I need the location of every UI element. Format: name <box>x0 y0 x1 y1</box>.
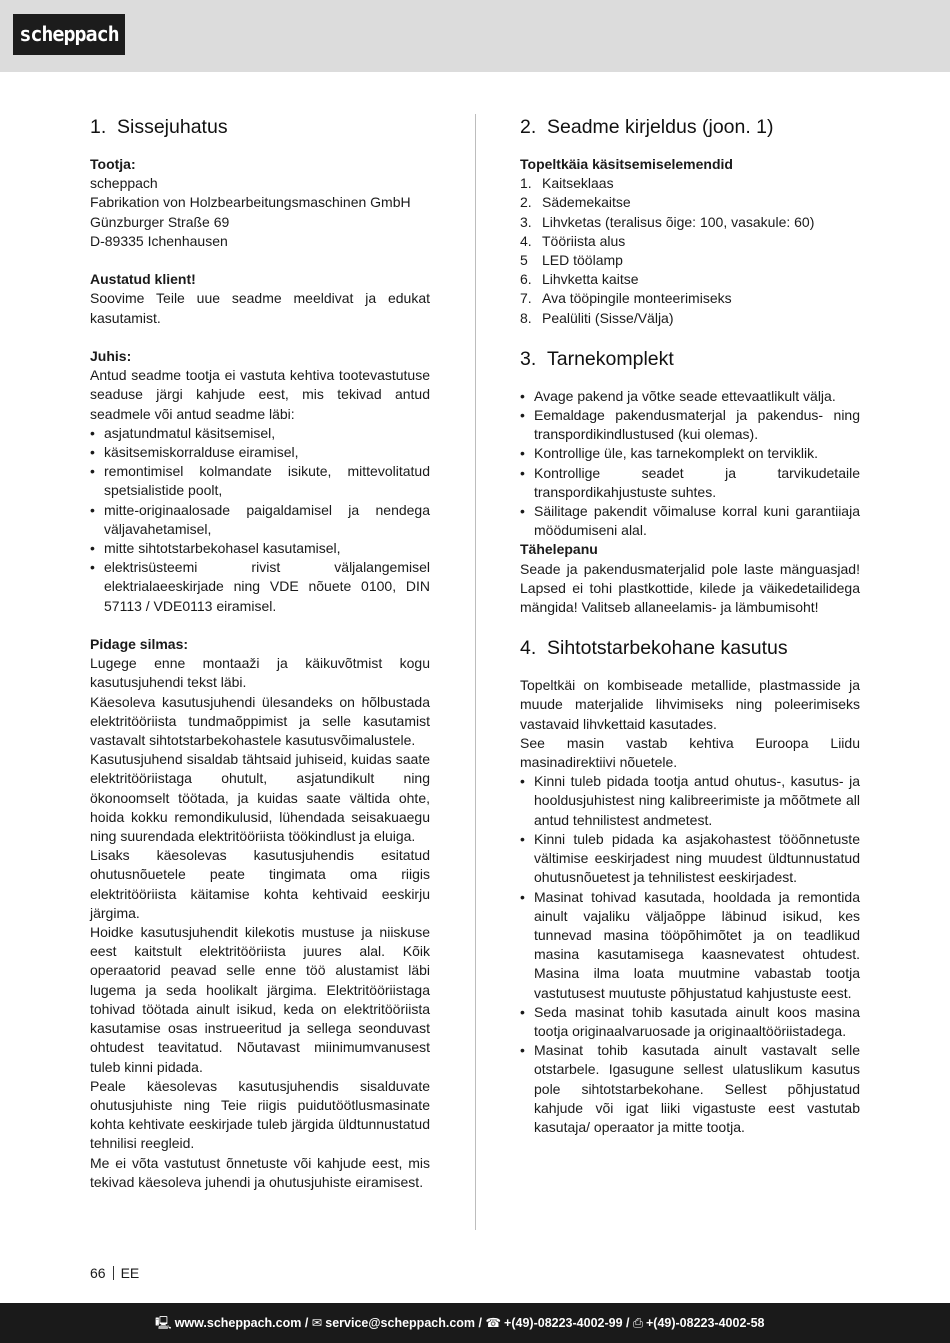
section-4-number: 4. <box>520 637 537 660</box>
section-1-heading <box>90 114 430 140</box>
list-item <box>520 289 860 308</box>
manufacturer-line: D-89335 Ichenhausen <box>90 232 228 249</box>
section-2-title: Seadme kirjeldus (joon. 1) <box>547 116 774 138</box>
list-item <box>520 232 860 251</box>
note-block <box>90 347 430 616</box>
item-text: Kaitseklaas <box>542 175 614 192</box>
list-item: • elektrisüsteemi rivist väljalangemisel elektrialaeeskirjade ning VDE nõuete 0100, DIN 57113 / VDE0113 eiramisel. <box>90 558 430 616</box>
item-text: Tööriista alus <box>542 232 626 249</box>
item-number: 1. <box>520 175 532 192</box>
page-separator <box>113 1266 114 1280</box>
paragraph: See masin vastab kehtiva Euroopa Liidu masinadirektiivi nõuetele. <box>520 734 860 771</box>
list-item <box>520 309 860 328</box>
controls-list <box>520 174 860 328</box>
list-item: • Kontrollige üle, kas tarnekomplekt on terviklik. <box>520 444 860 463</box>
section-2-number: 2. <box>520 116 537 138</box>
item-number: 6. <box>520 271 532 288</box>
section-4-title: Sihtotstarbekohane kasutus <box>547 637 788 660</box>
list-item: • Kinni tuleb pidada ka asjakohastest tööõnnetuste vältimise eeskirjadest ning muudest üldtunnustatud ohutusnõuetest ja tehnilistest eeskirjadest. <box>520 830 860 888</box>
footer-bar <box>0 1303 950 1343</box>
list-item: • mitte sihtotstarbekohasel kasutamisel, <box>90 539 430 558</box>
right-column <box>520 114 860 1137</box>
customer-label: Austatud klient! <box>90 271 196 288</box>
item-text: Sädemekaitse <box>542 194 631 211</box>
attention-block <box>520 540 860 617</box>
phone-icon: ☎ <box>485 1316 502 1330</box>
email-link[interactable]: service@scheppach.com / <box>325 1316 482 1330</box>
intended-use-block <box>520 676 860 1137</box>
contact-line <box>155 1303 764 1343</box>
item-number: 4. <box>520 232 532 249</box>
scheppach-logo: scheppach <box>13 14 125 55</box>
mail-icon: ✉ <box>311 1316 323 1330</box>
section-3-number: 3. <box>520 347 537 370</box>
page-number-block <box>90 1264 139 1282</box>
list-item <box>520 270 860 289</box>
section-1-number: 1. <box>90 116 107 138</box>
list-item: • Seda masinat tohib kasutada ainult koos masina tootja originaalvaruosade ja originaaltööriistadega. <box>520 1003 860 1041</box>
list-item: • käsitsemiskorralduse eiramisel, <box>90 443 430 462</box>
list-item: • Eemaldage pakendusmaterjal ja pakendus- ning transpordikindlustused (kui olemas). <box>520 406 860 444</box>
phone-number: +(49)-08223-4002-99 / <box>504 1316 630 1330</box>
paragraph: Käesoleva kasutusjuhendi ülesandeks on hõlbustada elektritööriista tundmaõppimist ja selle kasutamist vastavalt sihtotstarbekohastele kasutusvõimalustele. <box>90 693 430 749</box>
left-column <box>90 114 430 1192</box>
paragraph: Peale käesolevas kasutusjuhendis sisalduvate ohutusjuhiste ning Teie riigis puidutöötlusmasinate kohta kehtivate eeskirjade tuleb järgida üldtunnustatud tehnilisi reegleid. <box>90 1077 430 1152</box>
paragraph: Hoidke kasutusjuhendit kilekotis mustuse ja niiskuse eest kaitstult elektritööriista juures alal. Kõik operaatorid peavad selle enne töö alustamist läbi lugema ja seda hoolikalt järgima. Elektritööriistaga tohivad töötada ainult isikud, keda on elektritööriista kasutamise osas instrueeritud ja sellega seonduvast ohtudest teavitatud. Nõutavast miinimumvanusest tuleb kinni pidada. <box>90 924 430 1075</box>
item-text: Lihvketas (teralisus õige: 100, vasakule: 60) <box>542 213 815 230</box>
item-number: 3. <box>520 213 532 230</box>
list-item <box>520 193 860 212</box>
page-number: 66 <box>90 1265 106 1281</box>
note-text: Antud seadme tootja ei vastuta kehtiva tootevastutuse seaduse järgi kahjude eest, mis tekivad antud seadmele või antud seadme läbi: <box>90 367 430 422</box>
list-item: • Masinat tohivad kasutada, hooldada ja remontida ainult vajaliku väljaõppe läbinud isikud, kes tunnevad masina tööpõhimõtet ja on teadlikud masina kasutamisega kaasnevatest ohtudest. Masina ilma loata muutmine vabastab tootja vastutusest muutuste põhjustatud kahjustuste eest. <box>520 888 860 1003</box>
list-item: • asjatundmatul käsitsemisel, <box>90 424 430 443</box>
list-item: • Avage pakend ja võtke seade ettevaatlikult välja. <box>520 387 860 406</box>
column-divider <box>475 114 476 1230</box>
manufacturer-line: Fabrikation von Holzbearbeitungsmaschinen GmbH <box>90 194 411 211</box>
section-3-heading <box>520 346 860 372</box>
customer-block <box>90 270 430 328</box>
fax-number: +(49)-08223-4002-58 <box>645 1316 765 1330</box>
manufacturer-line: Günzburger Straße 69 <box>90 213 230 230</box>
manufacturer-label: Tootja: <box>90 156 136 172</box>
item-text: LED töölamp <box>542 252 623 269</box>
section-4-heading <box>520 635 860 661</box>
attention-label: Tähelepanu <box>520 541 598 558</box>
paragraph: Kasutusjuhend sisaldab tähtsaid juhiseid, kuidas saate elektritööriistaga ohutult, asjatundikult ning ökonoomselt töötada, ja kuidas saate vältida ohte, hoida kokku remondikulusid, lühendada seisakuaegu ning suurendada elektritööriista töökindlust ja eluiga. <box>90 751 430 845</box>
list-item: • remontimisel kolmandate isikute, mittevolitatud spetsialistide poolt, <box>90 462 430 500</box>
intended-use-list <box>520 772 860 1137</box>
language-code: EE <box>120 1265 140 1281</box>
fax-icon: ⎙ <box>632 1316 643 1330</box>
manufacturer-line: scheppach <box>90 175 158 192</box>
list-item: • Masinat tohib kasutada ainult vastavalt selle otstarbele. Igasugune sellest ulatuslikum kasutus pole sihtotstarbekohane. Sellest põhjustatud kahjude või igat liiki vigastuste eest vastutab kasutaja/ operaator ja mitte tootja. <box>520 1041 860 1137</box>
section-1-title: Sissejuhatus <box>117 116 228 138</box>
list-item: • Säilitage pakendit võimaluse korral kuni garantiiaja möödumiseni alal. <box>520 502 860 540</box>
list-item: • Kinni tuleb pidada tootja antud ohutus-, kasutus- ja hooldusjuhistest ning kalibreerimiste ja mõõtmete all antud tehnilistest andmetest. <box>520 772 860 830</box>
item-number: 2. <box>520 194 532 211</box>
customer-text: Soovime Teile uue seadme meeldivat ja edukat kasutamist. <box>90 290 430 326</box>
section-3-title: Tarnekomplekt <box>547 347 674 370</box>
item-number: 7. <box>520 290 532 307</box>
controls-block <box>520 155 860 328</box>
paragraph: Topeltkäi on kombiseade metallide, plastmasside ja muude materjalide lihvimiseks ning poleerimiseks vastavaid lihvkettaid kasutades. <box>520 677 860 732</box>
paragraph: Me ei võta vastutust õnnetuste või kahjude eest, mis tekivad käesoleva juhendi ja ohutusjuhiste eiramisest. <box>90 1154 430 1190</box>
section-2-heading <box>520 114 860 140</box>
manufacturer-block <box>90 155 430 251</box>
header-bar <box>0 0 950 72</box>
paragraph: Lugege enne montaaži ja käikuvõtmist kogu kasutusjuhendi tekst läbi. <box>90 655 430 691</box>
controls-label: Topeltkäia käsitsemiselemendid <box>520 156 733 172</box>
item-text: Pealüliti (Sisse/Välja) <box>542 309 674 326</box>
attention-text: Seade ja pakendusmaterjalid pole laste mänguasjad! Lapsed ei tohi plastkottide, kilede ja väikedetailidega mängida! Valitseb allaneelamis- ja lämbumisoht! <box>520 560 860 616</box>
observe-block <box>90 635 430 1192</box>
website-link[interactable]: www.scheppach.com / <box>174 1316 309 1330</box>
computer-icon: 🖳 <box>155 1316 172 1330</box>
note-label: Juhis: <box>90 348 132 364</box>
item-number: 8. <box>520 309 532 326</box>
delivery-list <box>520 387 860 541</box>
list-item <box>520 251 860 270</box>
list-item <box>520 213 860 232</box>
paragraph: Lisaks käesolevas kasutusjuhendis esitatud ohutusnõuetele peate tingimata oma riigis elektritööriista käitamise kohta kehtivaid eeskirju järgima. <box>90 847 430 921</box>
list-item: • mitte-originaalosade paigaldamisel ja nendega väljavahetamisel, <box>90 501 430 539</box>
note-list <box>90 424 430 616</box>
item-number: 5 <box>520 252 528 269</box>
list-item <box>520 174 860 193</box>
item-text: Ava tööpingile monteerimiseks <box>542 290 732 307</box>
list-item: • Kontrollige seadet ja tarvikudetaile transpordikahjustuste suhtes. <box>520 464 860 502</box>
observe-label: Pidage silmas: <box>90 636 189 653</box>
item-text: Lihvketta kaitse <box>542 271 639 288</box>
